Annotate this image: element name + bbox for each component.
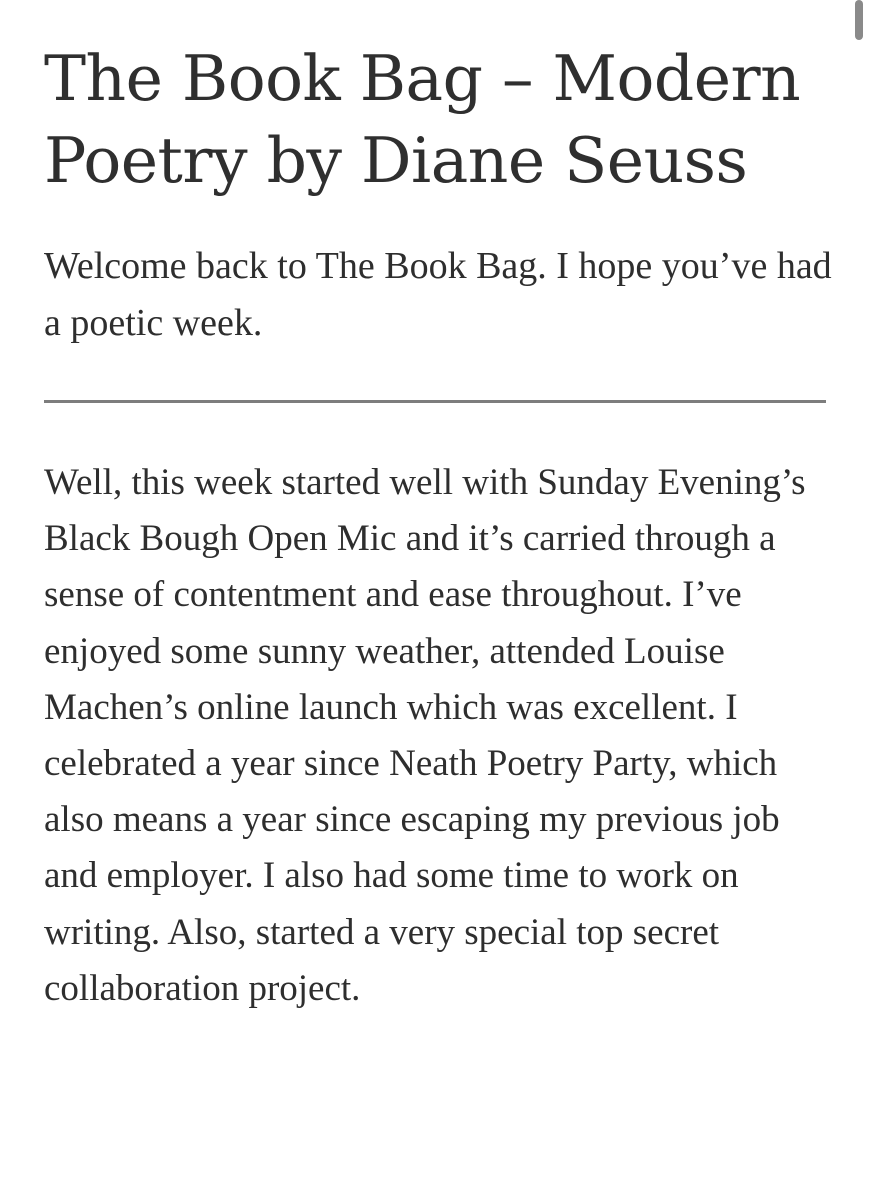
article-body: Well, this week started well with Sunday Evening’s Black Bough Open Mic and it’s carried through a sense of contentment and ease throughout. I’ve enjoyed some sunny weather, attended Louise Machen’s online launch which was excellent. I celebrated a year since Neath Poetry Party, which also means a year since escaping my previous job and employer. I also had some time to work on writing. Also, started a very special top secret collaboration project.	[44, 462, 806, 1009]
divider	[44, 400, 826, 403]
article-intro: Welcome back to The Book Bag. I hope you’ve had a poetic week.	[44, 245, 832, 344]
scrollbar[interactable]	[855, 0, 863, 40]
article-title: The Book Bag – Modern Poetry by Diane Seuss	[44, 42, 801, 197]
article	[44, 38, 834, 1017]
